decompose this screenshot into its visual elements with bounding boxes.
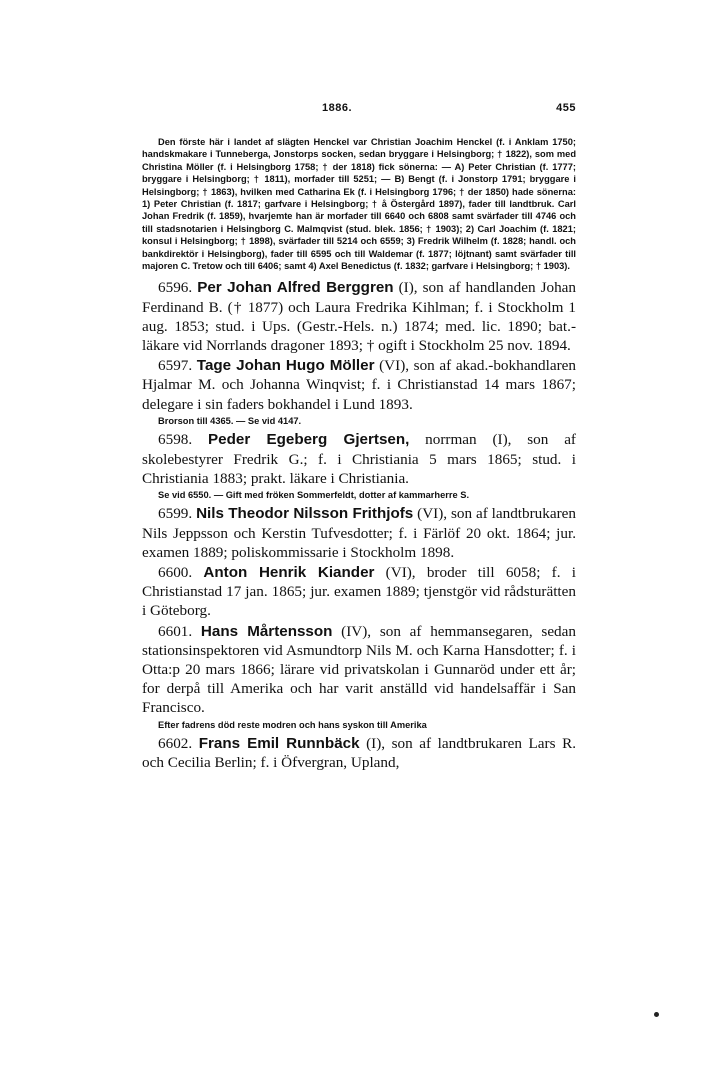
entry-6599 [142,504,576,562]
entry-6597 [142,356,576,414]
entry-text: (I), son af handlanden Johan Ferdinand B. († 1877) och Laura Fredrika Kihlman; f. i Stockholm 1 aug. 1853; stud. i Ups. (Gestr.-Hels. n.) 1874; med. lic. 1890; bat.-läkare vid Norrlands dragoner 1893; † ogift i Stockholm 25 nov. 1894. [142,279,577,355]
entry-note: Efter fadrens död reste modren och hans syskon till Amerika [158,719,427,730]
entry-6596 [142,278,576,355]
entry-note: Se vid 6550. — Gift med fröken Sommerfeldt, dotter af kammarherre S. [158,489,470,500]
entry-name: Nils Theodor Nilsson Frithjofs [196,505,414,523]
entry-name: Per Johan Alfred Berggren [197,279,394,297]
entry-number: 6598. [158,431,193,449]
entry-number: 6600. [158,563,193,581]
entry-text: (I), son af landtbrukaren Lars R. och Cecilia Berlin; f. i Öfvergran, Upland, [142,734,576,772]
entry-text: (VI), son af landtbrukaren Nils Jeppsson och Kerstin Tufvesdotter; f. i Färlöf 20 okt. 1864; jur. examen 1889; poliskommissarie i Stockholm 1898. [142,505,576,561]
entry-name: Hans Mårtensson [200,622,333,640]
entry-text: (IV), son af hemmansegaren, sedan stationsinspektoren vid Asmundtorp Nils M. och Karna Hansdotter; f. i Otta:p 20 mars 1866; lärare vid privatskolan i Gunnaröd under ett år; for derpå till Amerika och har varit anställd vid handelsaffär i San Francisco. [142,622,576,717]
intro-paragraph: Den förste här i landet af slägten Henckel var Christian Joachim Henckel (f. i Anklam 1750; handskmakare i Tunneberga, Jonstorps socken, sedan bryggare i Helsingborg; † 1822), som med Christina Möller (f. i Helsingborg 1758; † der 1818) fick sönerna: — A) Peter Christian (f. 1777; bryggare i Helsingborg; † 1811), morfader till 5251; — B) Bengt (f. i Jonstorp 1791; bryggare i Helsingborg; † 1863), hvilken med Catharina Ek (f. i Helsingborg 1796; † der 1850) hade sönerna: 1) Peter Christian (f. 1817; garfvare i Helsingborg; † å Östergård 1897), fader till landtbruk. Carl Johan Fredrik (f. 1859), hvarjemte han är morfader till 6640 och 6808 samt svärfader till 4746 och till stadsnotarien i Helsingborg C. Malmqvist (stud. blek. 1856; † 1903); 2) Carl Joachim (f. 1821; konsul i Helsingborg; † 1898), svärfader till 5214 och 6559; 3) Fredrik Wilhelm (f. 1828; handl. och bankdirektör i Helsingborg), fader till 6595 och till Waldemar (f. 1877; löjtnant) samt svärfader till majoren C. Tretow och till 6406; samt 4) Axel Benedictus (f. 1832; garfvare i Helsingborg; † 1903). [142,137,576,272]
entry-6601 [142,622,576,718]
entry-6600 [142,563,576,621]
entry-6598 [142,430,576,488]
entry-number: 6597. [158,357,193,375]
page-header [142,96,576,118]
entry-name: Tage Johan Hugo Möller [196,357,375,375]
entry-text: norrman (I), son af skolebestyrer Fredrik G.; f. i Christiania 5 mars 1865; stud. i Christiania 1883; prakt. läkare i Christiania. [142,431,576,487]
document-page [142,96,576,772]
entry-name: Frans Emil Runnbäck [198,734,360,752]
ink-speck [654,1012,659,1017]
entry-text: (VI), son af akad.-bokhandlaren Hjalmar M. och Johanna Winqvist; f. i Christianstad 14 mars 1867; delegare i sin faders bokhandel i Lund 1893. [142,357,576,413]
entry-number: 6596. [158,279,193,297]
entry-text: (VI), broder till 6058; f. i Christianstad 17 jan. 1865; jur. examen 1889; tjenstgör vid rådsturätten i Göteborg. [142,563,576,620]
entry-number: 6599. [158,505,193,523]
page-header-year: 1886. [322,102,353,114]
entry-6602 [142,734,576,772]
page-number: 455 [556,102,576,114]
entry-note: Brorson till 4365. — Se vid 4147. [158,415,302,426]
entry-name: Anton Henrik Kiander [203,563,375,581]
entry-number: 6602. [158,734,193,752]
entry-number: 6601. [158,622,193,640]
entry-name: Peder Egeberg Gjertsen, [208,431,410,449]
